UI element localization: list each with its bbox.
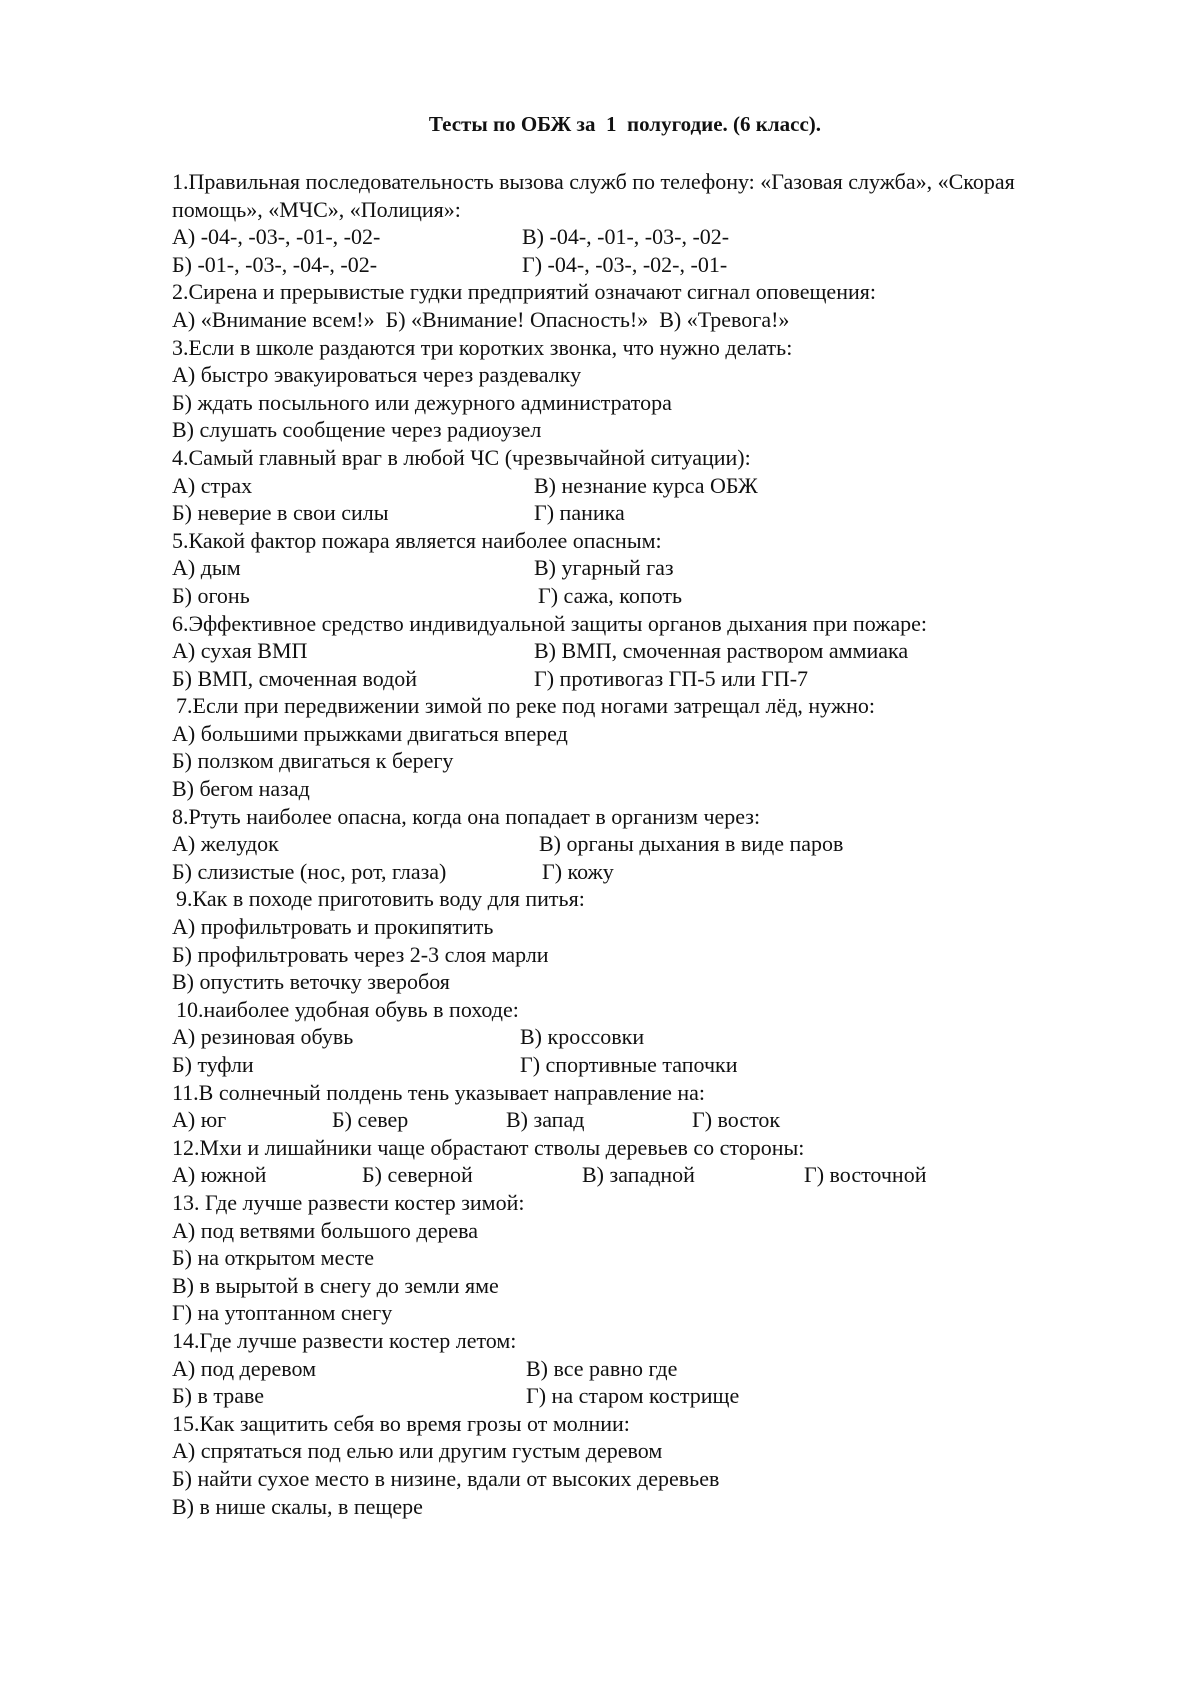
- question-10-text: 10.наиболее удобная обувь в походе:: [176, 996, 519, 1022]
- question-1-options-row: Б) -01-, -03-, -04-, -02- Г) -04-, -03-, -02-, -01-: [172, 251, 728, 277]
- question-12-text: 12.Мхи и лишайники чаще обрастают стволы деревьев со стороны:: [172, 1134, 805, 1160]
- question-7-option: А) большими прыжками двигаться вперед: [172, 720, 568, 746]
- question-8-options-row: Б) слизистые (нос, рот, глаза) Г) кожу: [172, 858, 614, 884]
- question-1-text-line1: 1.Правильная последовательность вызова служб по телефону: «Газовая служба», «Скорая: [172, 169, 1015, 194]
- question-14-options-row: Б) в траве Г) на старом кострище: [172, 1383, 740, 1409]
- question-9-option: Б) профильтровать через 2-3 слоя марли: [172, 941, 549, 967]
- question-9-text: 9.Как в походе приготовить воду для питья:: [176, 886, 585, 912]
- question-4-options-row: Б) неверие в свои силы Г) паника: [172, 500, 625, 526]
- question-13-text: 13. Где лучше развести костер зимой:: [172, 1189, 525, 1215]
- question-13-option: А) под ветвями большого дерева: [172, 1217, 479, 1243]
- question-15-text: 15.Как защитить себя во время грозы от молнии:: [172, 1410, 630, 1436]
- question-10-options-row: А) резиновая обувь В) кроссовки: [172, 1024, 645, 1050]
- question-3-option: А) быстро эвакуироваться через раздевалку: [172, 362, 582, 388]
- question-5-options-row: Б) огонь Г) сажа, копоть: [172, 582, 683, 608]
- question-7-text: 7.Если при передвижении зимой по реке под ногами затрещал лёд, нужно:: [176, 693, 875, 719]
- question-11-text: 11.В солнечный полдень тень указывает направление на:: [172, 1079, 706, 1105]
- question-13-option: Г) на утоптанном снегу: [172, 1300, 393, 1326]
- question-8-text: 8.Ртуть наиболее опасна, когда она попадает в организм через:: [172, 803, 761, 829]
- question-14-text: 14.Где лучше развести костер летом:: [172, 1327, 517, 1353]
- question-13-option: Б) на открытом месте: [172, 1245, 374, 1271]
- question-6-options-row: Б) ВМП, смоченная водой Г) противогаз ГП-5 или ГП-7: [172, 665, 809, 691]
- question-5-options-row: А) дым В) угарный газ: [172, 555, 674, 581]
- question-10-options-row: Б) туфли Г) спортивные тапочки: [172, 1052, 738, 1077]
- test-questions: [172, 168, 1132, 1520]
- question-2-options: А) «Внимание всем!» Б) «Внимание! Опасность!» В) «Тревога!»: [172, 306, 790, 332]
- question-13-option: В) в вырытой в снегу до земли яме: [172, 1272, 499, 1298]
- question-4-options-row: А) страх В) незнание курса ОБЖ: [172, 472, 758, 498]
- question-4-text: 4.Самый главный враг в любой ЧС (чрезвычайной ситуации):: [172, 444, 751, 470]
- question-9-option: В) опустить веточку зверобоя: [172, 969, 450, 995]
- question-14-options-row: А) под деревом В) все равно где: [172, 1355, 678, 1381]
- question-5-text: 5.Какой фактор пожара является наиболее опасным:: [172, 527, 662, 553]
- question-2-text: 2.Сирена и прерывистые гудки предприятий означают сигнал оповещения:: [172, 279, 876, 305]
- question-6-options-row: А) сухая ВМП В) ВМП, смоченная раствором аммиака: [172, 638, 909, 664]
- question-3-option: Б) ждать посыльного или дежурного администратора: [172, 389, 672, 415]
- question-15-option: Б) найти сухое место в низине, вдали от высоких деревьев: [172, 1465, 720, 1491]
- question-6-text: 6.Эффективное средство индивидуальной защиты органов дыхания при пожаре:: [172, 610, 928, 636]
- page-title: Тесты по ОБЖ за 1 полугодие. (6 класс).: [428, 112, 822, 136]
- question-1-text-line2: помощь», «МЧС», «Полиция»:: [172, 196, 461, 222]
- question-1-options-row: А) -04-, -03-, -01-, -02- В) -04-, -01-, -03-, -02-: [172, 224, 730, 250]
- question-15-option: А) спрятаться под елью или другим густым деревом: [172, 1438, 663, 1464]
- question-3-text: 3.Если в школе раздаются три коротких звонка, что нужно делать:: [172, 334, 793, 360]
- question-15-option: В) в нише скалы, в пещере: [172, 1493, 423, 1519]
- question-11-options-row: А) юг Б) север В) запад Г) восток: [172, 1107, 781, 1133]
- question-12-options-row: А) южной Б) северной В) западной Г) восточной: [172, 1162, 927, 1188]
- question-7-option: В) бегом назад: [172, 776, 310, 802]
- question-3-option: В) слушать сообщение через радиоузел: [172, 417, 542, 443]
- question-8-options-row: А) желудок В) органы дыхания в виде паров: [172, 831, 844, 857]
- question-7-option: Б) ползком двигаться к берегу: [172, 748, 454, 774]
- question-9-option: А) профильтровать и прокипятить: [172, 914, 494, 940]
